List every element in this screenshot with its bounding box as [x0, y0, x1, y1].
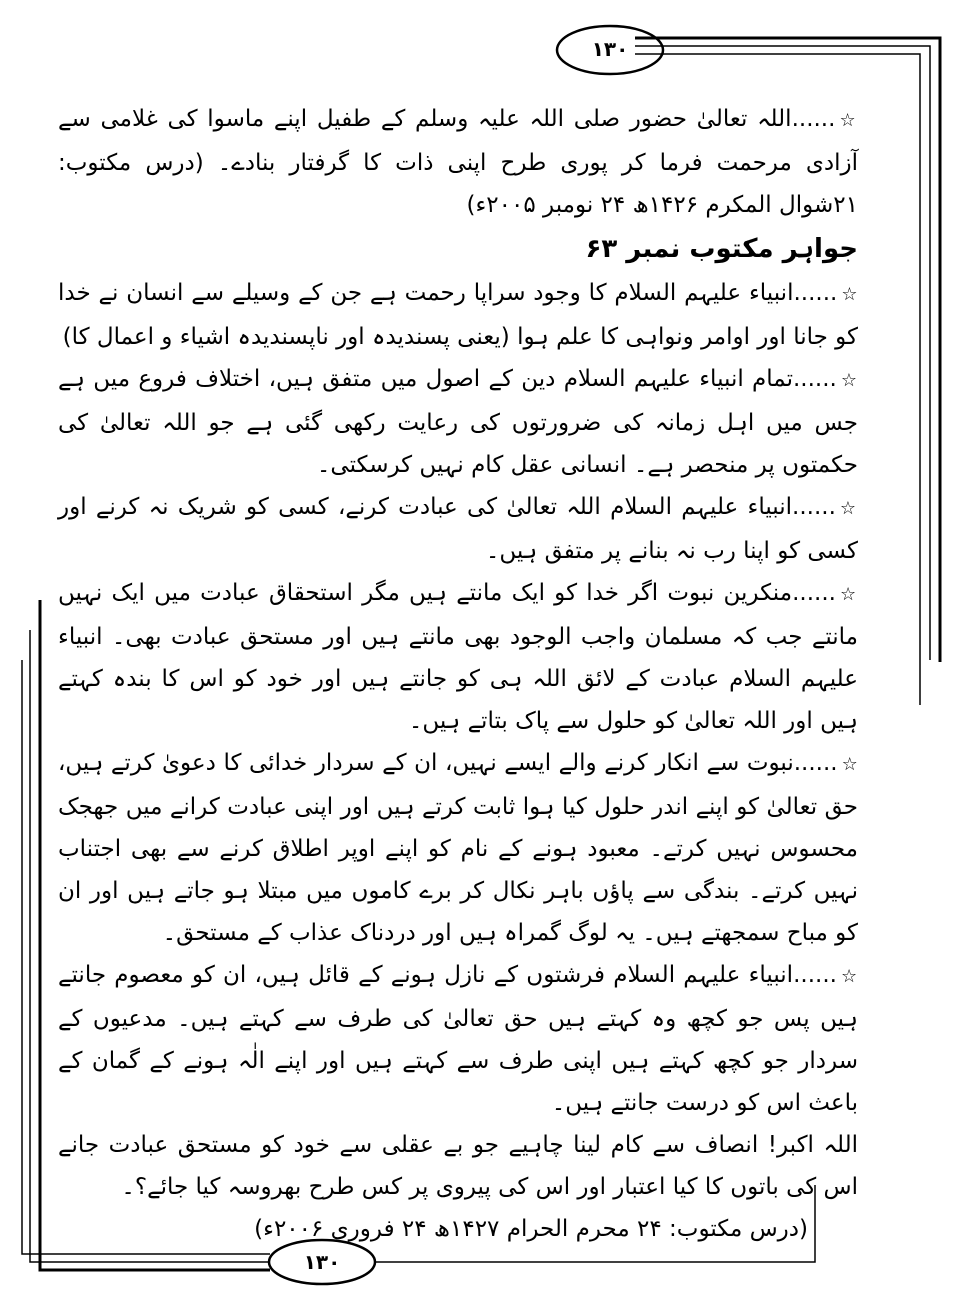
- star-icon: ☆: [841, 754, 858, 775]
- paragraph: [58, 272, 858, 358]
- paragraph-text: ......تمام انبیاء علیہم السلام دین کے اصول میں متفق ہیں، اختلاف فروع میں ہے جس میں اہل زمانہ کی ضرورتوں کی رعایت رکھی گئی ہے جو اللہ تعالیٰ کی حکمتوں پر منحصر ہے۔ انسانی عقل کام نہیں کرسکتی۔: [58, 366, 858, 478]
- page-number-top: ۱۳۰: [591, 37, 629, 61]
- paragraph-text: ......انبیاء علیہم السلام اللہ تعالیٰ کی عبادت کرنے، کسی کو شریک نہ کرنے اور کسی کو اپنا رب نہ بنانے پر متفق ہیں۔: [58, 494, 858, 564]
- paragraph: [58, 742, 858, 954]
- paragraph: [58, 358, 858, 486]
- paragraph-text: ......انبیاء علیہم السلام کا وجود سراپا رحمت ہے جن کے وسیلے سے انسان نے خدا کو جانا اور اوامر ونواہی کا علم ہوا (یعنی پسندیدہ اور ناپسندیدہ اشیاء و اعمال کا): [58, 280, 858, 350]
- star-icon: ☆: [840, 370, 858, 391]
- page-number-bottom: ۱۳۰: [303, 1250, 341, 1274]
- paragraph: [58, 486, 858, 572]
- star-icon: ☆: [839, 498, 858, 519]
- section-heading: جواہر مکتوب نمبر ۶۳: [585, 234, 858, 264]
- paragraph: [58, 98, 858, 226]
- star-icon: ☆: [839, 110, 858, 131]
- star-icon: ☆: [840, 966, 858, 987]
- paragraph: [58, 572, 858, 742]
- paragraph-text: ......اللہ تعالیٰ حضور صلی اللہ علیہ وسلم کے طفیل اپنے ماسوا کی غلامی سے آزادی مرحمت فرما کر پوری طرح اپنی ذات کا گرفتار بنادے۔ (درس مکتوب: ۲۱شوال المکرم ۱۴۲۶ھ ۲۴ نومبر ۲۰۰۵ء): [58, 106, 858, 218]
- paragraph: اللہ اکبر! انصاف سے کام لینا چاہیے جو بے عقلی سے خود کو مستحق عبادت جانے اس کی باتوں کا کیا اعتبار اور اس کی پیروی پر کس طرح بھروسہ کیا جائے؟۔: [58, 1132, 858, 1200]
- paragraph-text: ......نبوت سے انکار کرنے والے ایسے نہیں، ان کے سردار خدائی کا دعویٰ کرتے ہیں، حق تعالیٰ کو اپنے اندر حلول کیا ہوا ثابت کرتے ہیں اور اپنی عبادت کرانے میں جھجک محسوس نہیں کرتے۔ معبود ہونے کے نام کو اپنے اوپر اطلاق کرنے سے بھی اجتناب نہیں کرتے۔ بندگی سے پاؤں باہر نکال کر برے کاموں میں مبتلا ہو جاتے ہیں اور ان کو مباح سمجھتے ہیں۔ یہ لوگ گمراہ ہیں اور دردناک عذاب کے مستحق۔: [58, 750, 858, 946]
- paragraph-text: ......انبیاء علیہم السلام فرشتوں کے نازل ہونے کے قائل ہیں، ان کو معصوم جانتے ہیں پس جو کچھ وہ کہتے ہیں حق تعالیٰ کی طرف سے کہتے ہیں۔ مدعیوں کے سردار جو کچھ کہتے ہیں اپنی طرف سے کہتے ہیں اور اپنے الٰہ ہونے کے گمان کے باعث اس کو درست جانتے ہیں۔: [58, 962, 858, 1116]
- star-icon: ☆: [839, 584, 858, 605]
- lesson-reference: (درس مکتوب: ۲۴ محرم الحرام ۱۴۲۷ھ ۲۴ فروری ۲۰۰۶ء): [254, 1216, 808, 1242]
- star-icon: ☆: [841, 284, 859, 305]
- paragraph: [58, 954, 858, 1124]
- paragraph-text: ......منکرین نبوت اگر خدا کو ایک مانتے ہیں مگر استحقاق عبادت میں ایک نہیں مانتے جب کہ مسلمان واجب الوجود بھی مانتے ہیں اور مستحق عبادت بھی۔ انبیاء علیہم السلام عبادت کے لائق اللہ ہی کو جانتے ہیں اور خود کو اس کا بندہ کہتے ہیں اور اللہ تعالیٰ کو حلول سے پاک بتاتے ہیں۔: [58, 580, 858, 734]
- page-body: [58, 98, 858, 1250]
